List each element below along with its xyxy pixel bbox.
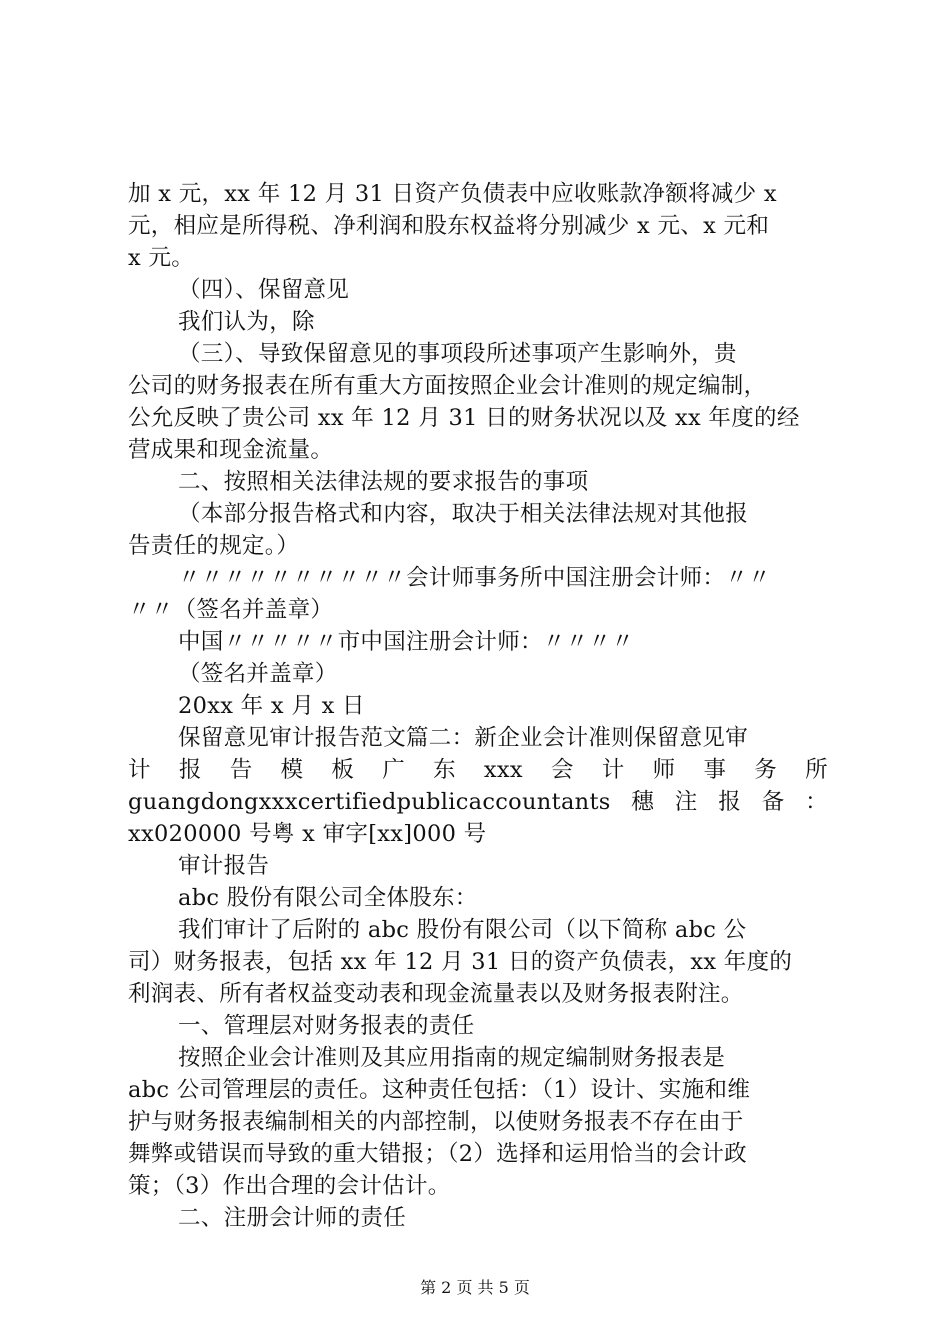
text-line: 利润表、所有者权益变动表和现金流量表以及财务报表附注。 xyxy=(128,981,744,1007)
word: 计 xyxy=(601,757,625,783)
word: 注 xyxy=(674,789,698,815)
text-line: x 元。 xyxy=(128,245,195,271)
text-line: 营成果和现金流量。 xyxy=(128,437,334,463)
word: ： xyxy=(805,789,828,815)
text-line: 加 x 元，xx 年 12 月 31 日资产负债表中应收账款净额将减少 x xyxy=(128,181,777,207)
text-line: 司）财务报表，包括 xx 年 12 月 31 日的资产负债表，xx 年度的 xyxy=(128,949,793,975)
section-heading: 一、管理层对财务报表的责任 xyxy=(178,1013,475,1039)
signature-line: （签名并盖章） xyxy=(178,661,338,687)
word: 东 xyxy=(433,757,456,783)
text-line: 公允反映了贵公司 xx 年 12 月 31 日的财务状况以及 xx 年度的经 xyxy=(128,405,800,431)
section-heading: 审计报告 xyxy=(178,853,270,879)
text-line: abc 公司管理层的责任。这种责任包括：（1）设计、实施和维 xyxy=(128,1077,751,1103)
word: 报 xyxy=(178,757,202,783)
word: 所 xyxy=(805,757,828,783)
text-line: 元，相应是所得税、净利润和股东权益将分别减少 x 元、x 元和 xyxy=(128,213,770,239)
page-number-footer: 第 2 页 共 5 页 xyxy=(420,1278,530,1297)
section-heading: 二、按照相关法律法规的要求报告的事项 xyxy=(178,469,589,495)
text-line: （三）、导致保留意见的事项段所述事项产生影响外，贵 xyxy=(178,341,737,367)
signature-line: 〃〃〃〃〃〃〃〃〃〃会计师事务所中国注册会计师：〃〃 xyxy=(178,565,771,591)
text-line: xx020000 号粤 x 审字[xx]000 号 xyxy=(128,821,487,847)
word: 广 xyxy=(382,757,406,783)
justified-line xyxy=(128,754,828,786)
word: 板 xyxy=(331,757,355,783)
text-line: 我们审计了后附的 abc 股份有限公司（以下简称 abc 公 xyxy=(178,917,747,943)
justified-line xyxy=(128,786,828,818)
text-line: （本部分报告格式和内容，取决于相关法律法规对其他报 xyxy=(178,501,749,527)
word: 会 xyxy=(550,757,574,783)
text-line: 护与财务报表编制相关的内部控制，以使财务报表不存在由于 xyxy=(128,1109,744,1135)
word: 师 xyxy=(652,757,676,783)
word: 报 xyxy=(718,789,742,815)
text-line: 保留意见审计报告范文篇二：新企业会计准则保留意见审 xyxy=(178,725,749,751)
word: 备 xyxy=(761,789,785,815)
text-line: 按照企业会计准则及其应用指南的规定编制财务报表是 xyxy=(178,1045,726,1071)
word: 告 xyxy=(229,757,253,783)
word: guangdongxxxcertifiedpublicaccountants xyxy=(128,789,611,815)
text-line: 公司的财务报表在所有重大方面按照企业会计准则的规定编制， xyxy=(128,373,767,399)
text-line: 告责任的规定。） xyxy=(128,533,300,559)
text-line: abc 股份有限公司全体股东： xyxy=(178,885,478,911)
word: 穗 xyxy=(631,789,655,815)
word: xxx xyxy=(483,757,523,783)
text-line: 舞弊或错误而导致的重大错报；（2）选择和运用恰当的会计政 xyxy=(128,1141,747,1167)
signature-line: 〃〃（签名并盖章） xyxy=(128,597,334,623)
text-line: 策；（3）作出合理的会计估计。 xyxy=(128,1173,451,1199)
section-heading: （四）、保留意见 xyxy=(178,277,350,303)
date-line: 20xx 年 x 月 x 日 xyxy=(178,693,365,719)
word: 务 xyxy=(754,757,778,783)
word: 计 xyxy=(128,757,151,783)
word: 模 xyxy=(280,757,304,783)
signature-line: 中国〃〃〃〃〃市中国注册会计师：〃〃〃〃 xyxy=(178,629,635,655)
text-line: 我们认为，除 xyxy=(178,309,315,335)
word: 事 xyxy=(703,757,727,783)
section-heading: 二、注册会计师的责任 xyxy=(178,1205,407,1231)
